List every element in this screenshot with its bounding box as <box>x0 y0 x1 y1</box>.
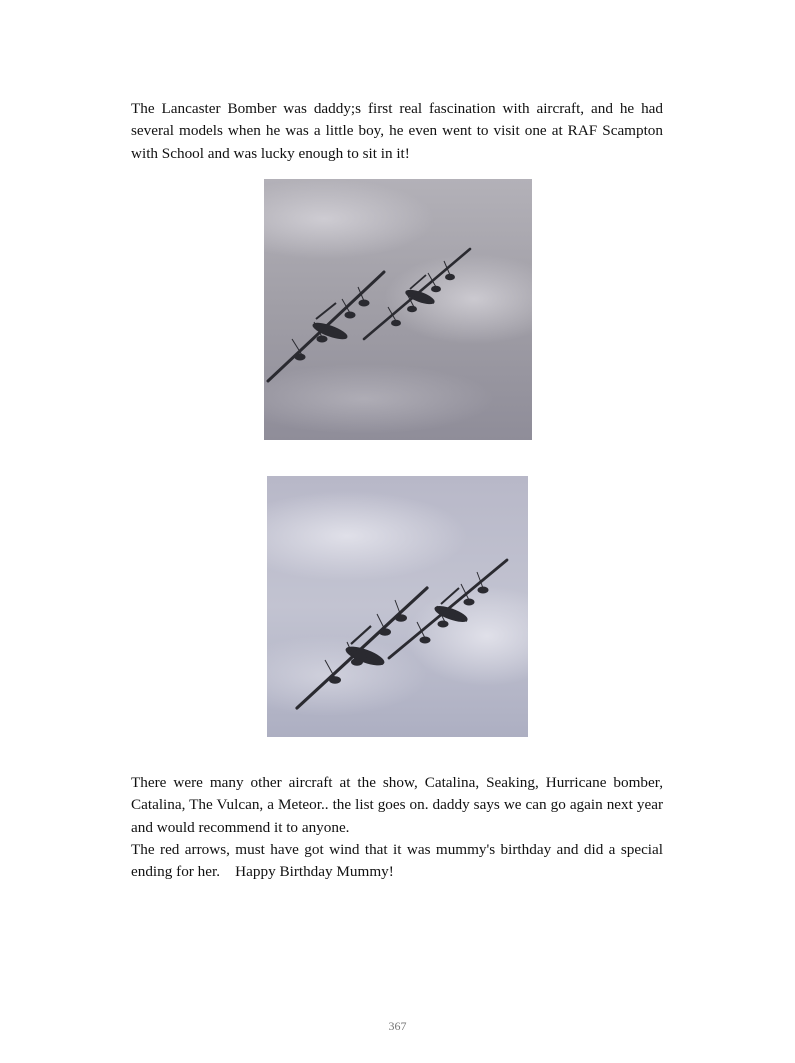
photo-lancaster-pair-1 <box>264 179 532 440</box>
paragraph-1-text: The Lancaster Bomber was daddy;s first real fascination with aircraft, and he had several models when he was a little boy, he even went to visit one at RAF Scampton with School and was lucky enough to sit in it! <box>131 100 663 162</box>
paragraph-lancaster <box>131 98 663 165</box>
photo-2-image <box>267 476 528 737</box>
paragraph-2-text: There were many other aircraft at the show, Catalina, Seaking, Hurricane bomber, Catalina, The Vulcan, a Meteor.. the list goes on. daddy says we can go again next year and would recommend it to anyone. <box>131 774 663 836</box>
photo-lancaster-pair-2 <box>267 476 528 737</box>
photo-1-image <box>264 179 532 440</box>
page-number: 367 <box>388 1019 407 1033</box>
paragraph-show <box>131 772 667 883</box>
paragraph-3-text: The red arrows, must have got wind that it was mummy's birthday and did a special ending for her. Happy Birthday Mummy! <box>131 840 667 881</box>
